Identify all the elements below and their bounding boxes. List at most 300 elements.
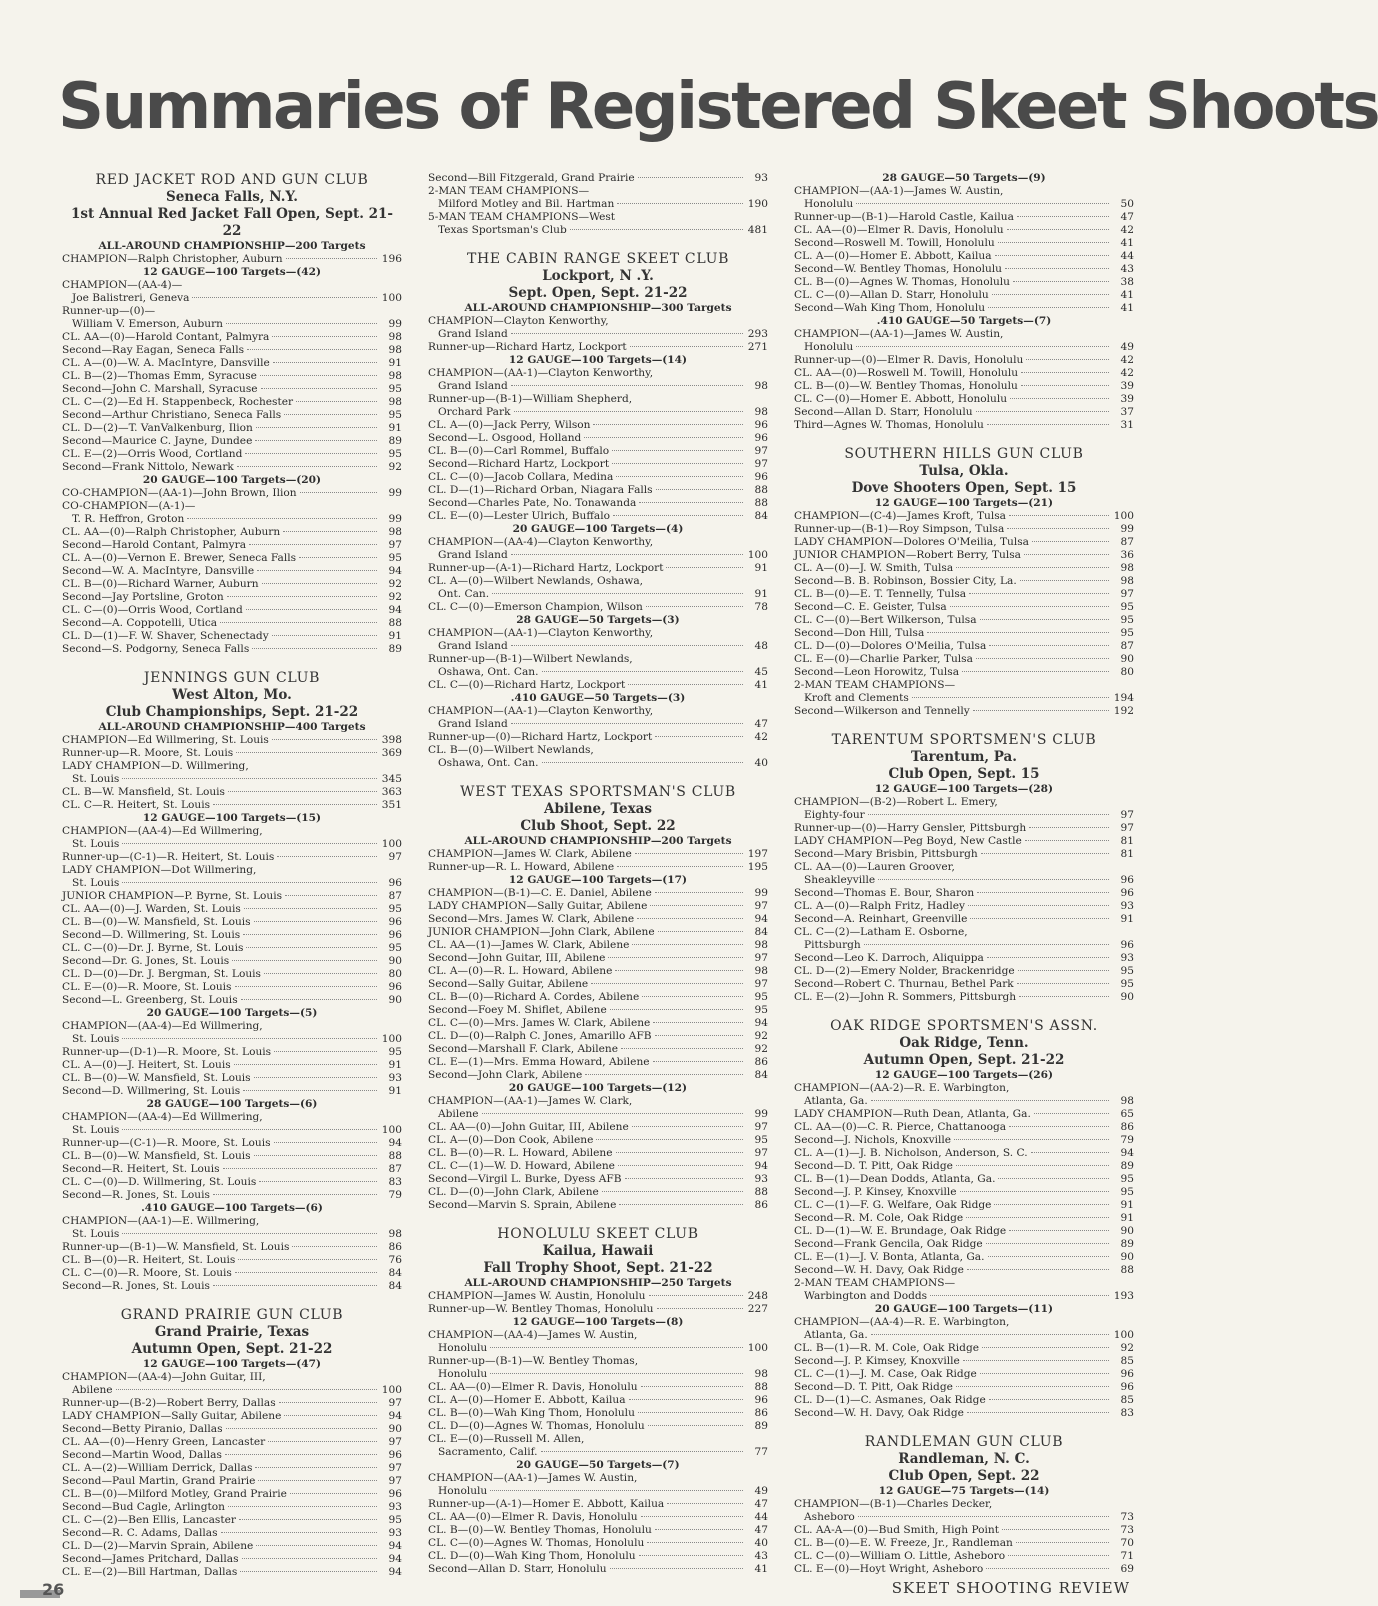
dot-leader (241, 999, 377, 1000)
result-score: 351 (381, 799, 402, 811)
result-name: CHAMPION—(AA-2)—R. E. Warbington, (794, 1082, 1010, 1094)
result-name: Runner-up—Richard Hartz, Lockport (428, 341, 627, 353)
dot-leader (658, 931, 743, 932)
dot-leader (192, 297, 377, 298)
result-name: CL. AA—(0)—Elmer R. Davis, Honolulu (428, 1511, 638, 1523)
result-line (794, 913, 1134, 926)
result-score: 98 (1120, 1095, 1134, 1107)
dot-leader (273, 362, 377, 363)
dot-leader (1005, 268, 1109, 269)
dot-leader (284, 1415, 377, 1416)
dot-leader (213, 1194, 377, 1195)
dot-leader (261, 388, 377, 389)
result-score: 97 (754, 952, 768, 964)
dot-leader (227, 596, 377, 597)
dot-leader (226, 1428, 377, 1429)
dot-leader (283, 531, 377, 532)
result-name: CL. B—(0)—W. Mansfield, St. Louis (62, 1150, 251, 1162)
result-line (428, 861, 768, 874)
result-score: 79 (388, 1189, 402, 1201)
result-line (62, 1033, 402, 1046)
result-line (428, 1043, 768, 1056)
result-line (794, 1160, 1134, 1173)
dot-leader (617, 866, 743, 867)
result-score: 90 (1120, 653, 1134, 665)
dot-leader (629, 1399, 743, 1400)
result-name: Runner-up—R. Moore, St. Louis (62, 747, 234, 759)
result-name: Runner-up—W. Bentley Thomas, Honolulu (428, 1303, 654, 1315)
result-line (428, 458, 768, 471)
result-score: 369 (381, 747, 402, 759)
dot-leader (976, 658, 1109, 659)
result-name: LADY CHAMPION—Ruth Dean, Atlanta, Ga. (794, 1108, 1031, 1120)
dot-leader (864, 944, 1109, 945)
result-name: JUNIOR CHAMPION—P. Byrne, St. Louis (62, 890, 283, 902)
result-score: 98 (388, 344, 402, 356)
result-name: CHAMPION—James W. Clark, Abilene (428, 848, 632, 860)
result-line (794, 835, 1134, 848)
dot-leader (956, 1386, 1109, 1387)
dot-leader (255, 1467, 377, 1468)
section-heading: 20 GAUGE—100 Targets—(11) (874, 1303, 1054, 1315)
section-heading: 12 GAUGE—100 Targets—(15) (142, 812, 322, 824)
dot-leader (122, 1129, 377, 1130)
result-score: 96 (388, 1449, 402, 1461)
result-score: 95 (388, 448, 402, 460)
result-score: 94 (388, 1553, 402, 1565)
result-line (62, 1111, 402, 1124)
dot-leader (610, 1568, 743, 1569)
result-name: 2-MAN TEAM CHAMPIONS— (428, 185, 590, 197)
dot-leader (616, 476, 743, 477)
result-score: 98 (754, 406, 768, 418)
result-score: 90 (388, 955, 402, 967)
result-name: CL. E—(1)—Mrs. Emma Howard, Abilene (428, 1056, 650, 1068)
result-line (62, 942, 402, 955)
result-line (794, 588, 1134, 601)
dot-leader (243, 934, 377, 935)
result-name: CHAMPION—(AA-4)—Ed Willmering, (62, 1111, 263, 1123)
club-location: Lockport, N .Y. (542, 268, 654, 284)
result-name: CL. B—(1)—R. M. Cole, Oak Ridge (794, 1342, 980, 1354)
result-line (794, 575, 1134, 588)
result-name: CL. B—(0)—E. T. Tennelly, Tulsa (794, 588, 967, 600)
result-line (428, 471, 768, 484)
result-line (794, 1225, 1134, 1238)
result-line (794, 705, 1134, 718)
page-title: Summaries of Registered Skeet Shoots (58, 70, 1378, 144)
result-line (794, 1212, 1134, 1225)
dot-leader (570, 229, 743, 230)
result-name: CL. E—(0)—Charlie Parker, Tulsa (794, 653, 973, 665)
result-line (62, 643, 402, 656)
result-name: 5-MAN TEAM CHAMPIONS—West (428, 211, 616, 223)
result-line (428, 380, 768, 393)
result-line (794, 796, 1134, 809)
section-heading: 12 GAUGE—75 Targets—(14) (878, 1485, 1050, 1497)
result-line (794, 549, 1134, 562)
result-name: CL. B—(0)—W. Mansfield, St. Louis (62, 916, 251, 928)
result-name: Second—L. Greenberg, St. Louis (62, 994, 238, 1006)
result-score: 196 (381, 253, 402, 265)
result-line (62, 747, 402, 760)
dot-leader (639, 1555, 743, 1556)
result-name: Second—W. A. MacIntyre, Dansville (62, 565, 255, 577)
section-heading: 12 GAUGE—100 Targets—(8) (512, 1316, 684, 1328)
result-name: Runner-up—(A-1)—Homer E. Abbott, Kailua (428, 1498, 665, 1510)
result-line (62, 890, 402, 903)
dot-leader (628, 684, 743, 685)
result-name: CHAMPION—(AA-1)—E. Willmering, (62, 1215, 260, 1227)
result-score: 44 (1120, 250, 1134, 262)
result-score: 97 (1120, 588, 1134, 600)
result-name: LADY CHAMPION—Peg Boyd, New Castle (794, 835, 1022, 847)
result-line (794, 354, 1134, 367)
result-line (62, 1189, 402, 1202)
dot-leader (878, 879, 1109, 880)
result-name: CL. D—(0)—Dolores O'Meilia, Tulsa (794, 640, 987, 652)
result-score: 90 (1120, 991, 1134, 1003)
result-line (62, 591, 402, 604)
result-name: JUNIOR CHAMPION—Robert Berry, Tulsa (794, 549, 1021, 561)
result-name: Second—Virgil L. Burke, Dyess AFB (428, 1173, 622, 1185)
result-line (428, 1394, 768, 1407)
result-name: CL. C—(0)—D. Willmering, St. Louis (62, 1176, 257, 1188)
dot-leader (667, 1503, 743, 1504)
result-line (428, 1095, 768, 1108)
result-name: CL. D—(0)—John Clark, Abilene (428, 1186, 599, 1198)
result-score: 94 (388, 1137, 402, 1149)
dot-leader (240, 1571, 377, 1572)
result-line (62, 877, 402, 890)
result-line (62, 1046, 402, 1059)
result-line (794, 1511, 1134, 1524)
result-line (794, 822, 1134, 835)
result-score: 89 (1120, 1160, 1134, 1172)
result-score: 41 (1120, 237, 1134, 249)
result-name: Runner-up—(B-1)—Roy Simpson, Tulsa (794, 523, 1005, 535)
result-line (794, 393, 1134, 406)
dot-leader (977, 892, 1109, 893)
result-name: CL. AA—(0)—J. Warden, St. Louis (62, 903, 241, 915)
result-line (62, 344, 402, 357)
result-line (62, 1436, 402, 1449)
result-name: Kroft and Clements (804, 692, 909, 704)
result-line (62, 1137, 402, 1150)
club-location: Seneca Falls, N.Y. (165, 189, 299, 205)
result-score: 91 (1120, 1199, 1134, 1211)
result-score: 91 (754, 562, 768, 574)
result-line (428, 185, 768, 198)
result-score: 94 (754, 1017, 768, 1029)
result-name: CL. A—(0)—W. A. MacIntyre, Dansville (62, 357, 270, 369)
result-name: St. Louis (72, 1124, 120, 1136)
result-score: 92 (388, 578, 402, 590)
result-name: Grand Island (438, 380, 508, 392)
result-score: 96 (388, 916, 402, 928)
result-name: CL. C—(0)—Richard Hartz, Lockport (428, 679, 626, 691)
dot-leader (632, 944, 743, 945)
dot-leader (638, 177, 743, 178)
result-name: JUNIOR CHAMPION—John Clark, Abilene (428, 926, 655, 938)
dot-leader (986, 1243, 1109, 1244)
event-title: Autumn Open, Sept. 21-22 (863, 1052, 1065, 1068)
result-name: Second—Marvin S. Sprain, Abilene (428, 1199, 617, 1211)
dot-leader (950, 606, 1109, 607)
result-line (428, 1524, 768, 1537)
result-line (428, 1342, 768, 1355)
dot-leader (1025, 840, 1109, 841)
result-score: 93 (388, 1527, 402, 1539)
result-score: 93 (754, 1173, 768, 1185)
result-line (794, 1524, 1134, 1537)
dot-leader (272, 635, 377, 636)
result-line (428, 224, 768, 237)
result-line (62, 1501, 402, 1514)
result-line (794, 653, 1134, 666)
result-score: 95 (388, 409, 402, 421)
dot-leader (1032, 541, 1109, 542)
result-name: Second—Mary Brisbin, Pittsburgh (794, 848, 978, 860)
result-score: 89 (388, 643, 402, 655)
result-line (428, 1550, 768, 1563)
result-line (62, 1462, 402, 1475)
result-line (794, 887, 1134, 900)
dot-leader (246, 947, 377, 948)
result-line (794, 1134, 1134, 1147)
result-line (428, 575, 768, 588)
result-score: 88 (754, 497, 768, 509)
result-line (428, 978, 768, 991)
result-name: Second—J. P. Kimsey, Knoxville (794, 1355, 960, 1367)
dot-leader (970, 918, 1109, 919)
result-name: LADY CHAMPION—Sally Guitar, Abilene (428, 900, 648, 912)
result-name: CL. A—(0)—Ralph Fritz, Hadley (794, 900, 965, 912)
result-line (62, 487, 402, 500)
result-score: 96 (388, 929, 402, 941)
result-score: 84 (754, 926, 768, 938)
result-name: CL. D—(2)—Marvin Sprain, Abilene (62, 1540, 254, 1552)
dot-leader (1034, 1113, 1109, 1114)
dot-leader (956, 567, 1109, 568)
result-line (428, 952, 768, 965)
result-line (62, 799, 402, 812)
result-line (62, 864, 402, 877)
dot-leader (641, 1386, 743, 1387)
dot-leader (285, 895, 377, 896)
result-line (428, 1121, 768, 1134)
section-heading: ALL-AROUND CHAMPIONSHIP—200 Targets (464, 835, 732, 847)
result-name: CHAMPION—James W. Austin, Honolulu (428, 1290, 646, 1302)
result-line (428, 1108, 768, 1121)
result-score: 98 (754, 380, 768, 392)
result-name: CL. AA—(1)—James W. Clark, Abilene (428, 939, 630, 951)
result-score: 42 (1120, 224, 1134, 236)
dot-leader (655, 892, 743, 893)
result-name: CHAMPION—(AA-1)—Clayton Kenworthy, (428, 627, 654, 639)
result-score: 94 (388, 565, 402, 577)
result-score: 97 (754, 900, 768, 912)
result-score: 84 (388, 1267, 402, 1279)
result-name: Abilene (438, 1108, 479, 1120)
dot-leader (122, 1038, 377, 1039)
result-score: 80 (388, 968, 402, 980)
event-title: 1st Annual Red Jacket Fall Open, Sept. 21-22 (71, 206, 393, 239)
dot-leader (541, 1451, 743, 1452)
dot-leader (630, 346, 743, 347)
result-line (62, 981, 402, 994)
result-name: CL. AA—(0)—Ralph Christopher, Auburn (62, 526, 281, 538)
dot-leader (615, 970, 743, 971)
result-name: CL. A—(0)—Vernon E. Brewer, Seneca Falls (62, 552, 297, 564)
result-line (428, 1290, 768, 1303)
result-name: Runner-up—(0)—Harry Gensler, Pittsburgh (794, 822, 1027, 834)
result-score: 43 (1120, 263, 1134, 275)
result-line (794, 1563, 1134, 1576)
result-name: CHAMPION—(AA-4)—James W. Austin, (428, 1329, 638, 1341)
dot-leader (1019, 996, 1109, 997)
result-score: 96 (1120, 874, 1134, 886)
result-score: 94 (388, 604, 402, 616)
result-score: 91 (754, 588, 768, 600)
result-name: CL. C—(2)—Ben Ellis, Lancaster (62, 1514, 236, 1526)
result-name: CL. B—(0)—R. L. Howard, Abilene (428, 1147, 613, 1159)
result-name: Third—Agnes W. Thomas, Honolulu (794, 419, 984, 431)
result-name: Second—C. E. Geister, Tulsa (794, 601, 947, 613)
result-line (794, 1329, 1134, 1342)
result-name: Second—R. M. Cole, Oak Ridge (794, 1212, 964, 1224)
result-score: 48 (754, 640, 768, 652)
dot-leader (989, 645, 1109, 646)
result-name: CL. D—(0)—Agnes W. Thomas, Honolulu (428, 1420, 645, 1432)
result-name: LADY CHAMPION—Sally Guitar, Abilene (62, 1410, 282, 1422)
result-score: 98 (1120, 562, 1134, 574)
result-score: 99 (1120, 523, 1134, 535)
result-line (428, 653, 768, 666)
result-name: CL. B—(1)—Dean Dodds, Atlanta, Ga. (794, 1173, 996, 1185)
result-name: CL. C—(2)—Latham E. Osborne, (794, 926, 968, 938)
club-name: RANDLEMAN GUN CLUB (864, 1434, 1064, 1450)
dot-leader (962, 671, 1109, 672)
section-heading: ALL-AROUND CHAMPIONSHIP—250 Targets (464, 1277, 732, 1289)
result-line (794, 1394, 1134, 1407)
dot-leader (596, 1139, 743, 1140)
dot-leader (856, 346, 1109, 347)
dot-leader (262, 583, 377, 584)
result-line (62, 734, 402, 747)
result-line (794, 679, 1134, 692)
result-line (62, 1124, 402, 1137)
result-line (428, 1147, 768, 1160)
result-line (428, 744, 768, 757)
dot-leader (213, 804, 377, 805)
result-name: CL. AA—(0)—Harold Contant, Palmyra (62, 331, 270, 343)
result-name: Oshawa, Ont. Can. (438, 757, 539, 769)
dot-leader (995, 255, 1109, 256)
result-name: CL. D—(1)—W. E. Brundage, Oak Ridge (794, 1225, 1007, 1237)
result-line (794, 1108, 1134, 1121)
result-name: Second—Bill Fitzgerald, Grand Prairie (428, 172, 635, 184)
result-name: CL. C—(1)—J. M. Case, Oak Ridge (794, 1368, 977, 1380)
result-name: Second—Roswell M. Towill, Honolulu (794, 237, 995, 249)
result-score: 86 (388, 1241, 402, 1253)
section-heading: 12 GAUGE—100 Targets—(28) (874, 783, 1054, 795)
dot-leader (245, 453, 377, 454)
result-line (62, 838, 402, 851)
result-score: 95 (754, 1134, 768, 1146)
result-score: 86 (754, 1407, 768, 1419)
result-line (428, 965, 768, 978)
dot-leader (968, 905, 1109, 906)
result-score: 69 (1120, 1563, 1134, 1575)
dot-leader (981, 853, 1109, 854)
result-line (428, 1446, 768, 1459)
result-score: 86 (754, 1199, 768, 1211)
result-name: Second—John Clark, Abilene (428, 1069, 583, 1081)
result-score: 41 (754, 1563, 768, 1575)
result-name: CO-CHAMPION—(A-1)— (62, 500, 196, 512)
result-line (428, 536, 768, 549)
result-score: 95 (388, 942, 402, 954)
club-location: Grand Prairie, Texas (154, 1324, 310, 1340)
club-location: Oak Ridge, Tenn. (899, 1035, 1029, 1051)
dot-leader (542, 762, 744, 763)
result-score: 192 (1113, 705, 1134, 717)
result-line (794, 874, 1134, 887)
result-name: Runner-up—(B-1)—W. Bentley Thomas, (428, 1355, 639, 1367)
result-name: CHAMPION—(AA-1)—James W. Austin, (794, 185, 1004, 197)
result-score: 100 (381, 292, 402, 304)
dot-leader (639, 502, 743, 503)
result-line (62, 253, 402, 266)
result-name: CL. C—(0)—Dr. J. Byrne, St. Louis (62, 942, 244, 954)
dot-leader (1026, 359, 1109, 360)
event-title: Dove Shooters Open, Sept. 15 (851, 480, 1077, 496)
result-score: 92 (388, 461, 402, 473)
result-score: 96 (754, 419, 768, 431)
dot-leader (998, 242, 1109, 243)
result-line (428, 1498, 768, 1511)
result-name: CL. A—(2)—William Derrick, Dallas (62, 1462, 253, 1474)
result-line (428, 588, 768, 601)
result-line (62, 526, 402, 539)
dot-leader (272, 336, 377, 337)
dot-leader (213, 1285, 377, 1286)
result-name: CL. D—(1)—F. W. Shaver, Schenectady (62, 630, 269, 642)
result-name: Second—Ray Eagan, Seneca Falls (62, 344, 245, 356)
result-line (794, 341, 1134, 354)
dot-leader (994, 1204, 1109, 1205)
result-name: Eighty-four (804, 809, 865, 821)
result-score: 83 (1120, 1407, 1134, 1419)
result-score: 248 (747, 1290, 768, 1302)
result-line (62, 1280, 402, 1293)
result-name: Second—S. Podgorny, Seneca Falls (62, 643, 250, 655)
result-name: St. Louis (72, 877, 120, 889)
result-line (794, 250, 1134, 263)
dot-leader (254, 1155, 377, 1156)
event-title: Fall Trophy Shoot, Sept. 21-22 (483, 1260, 713, 1276)
result-score: 81 (1120, 848, 1134, 860)
result-line (62, 1241, 402, 1254)
result-score: 87 (1120, 640, 1134, 652)
result-line (794, 1381, 1134, 1394)
dot-leader (232, 960, 377, 961)
result-line (794, 926, 1134, 939)
dot-leader (637, 918, 743, 919)
dot-leader (1016, 1542, 1109, 1543)
dot-leader (542, 671, 744, 672)
